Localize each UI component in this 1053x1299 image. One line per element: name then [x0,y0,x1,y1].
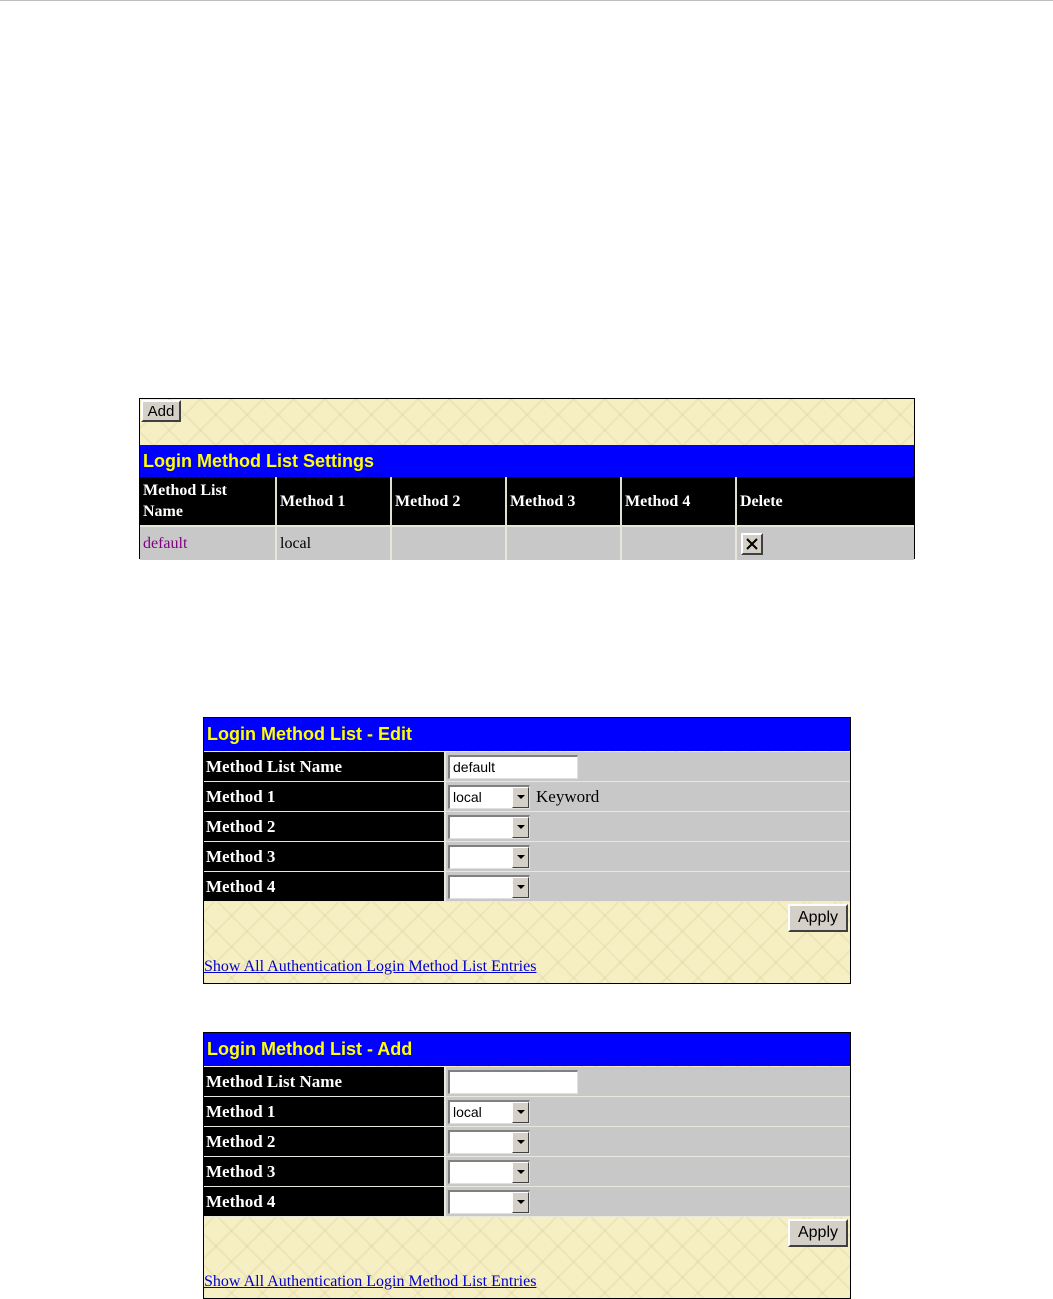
table-row [140,525,914,560]
edit-method3-selected [450,847,512,868]
add-method2-select[interactable] [448,1130,530,1154]
edit-row-method3 [204,842,850,872]
add-method1-select[interactable] [448,1100,530,1124]
add-method3-select[interactable] [448,1160,530,1184]
add-label-method2: Method 2 [204,1127,444,1156]
edit-method2-select[interactable] [448,815,530,839]
add-button[interactable]: Add [141,400,181,422]
edit-label-method4: Method 4 [204,872,444,901]
add-method-list-name-input[interactable] [448,1070,578,1094]
add-value-method4 [444,1187,850,1216]
top-divider [0,0,1053,1]
edit-label-name: Method List Name [204,752,444,781]
method-list-link-default[interactable]: default [143,534,188,552]
header-name-line2: Name [143,503,183,520]
keyword-label: Keyword [536,786,600,806]
add-form-title: Login Method List - Add [204,1033,850,1066]
chevron-down-icon [512,787,529,808]
chevron-down-icon [512,877,529,898]
edit-method1-select[interactable] [448,785,530,809]
edit-method4-selected [450,877,512,898]
cell-method-2 [392,527,507,560]
add-form-panel [203,1032,851,1299]
edit-value-method1 [444,782,850,811]
delete-x-icon [745,537,759,551]
edit-show-all-link[interactable]: Show All Authentication Login Method List Entries [204,958,537,975]
edit-method2-selected [450,817,512,838]
edit-apply-button[interactable]: Apply [788,904,848,932]
add-method4-select[interactable] [448,1190,530,1214]
add-value-method1 [444,1097,850,1126]
edit-method4-select[interactable] [448,875,530,899]
settings-title: Login Method List Settings [140,445,914,477]
header-method-2: Method 2 [392,477,507,525]
add-row-method2 [204,1127,850,1157]
edit-label-method2: Method 2 [204,812,444,841]
edit-value-method2 [444,812,850,841]
add-value-name [444,1067,850,1096]
header-method-3: Method 3 [507,477,622,525]
add-row-method4 [204,1187,850,1217]
add-row-method3 [204,1157,850,1187]
edit-row-method4 [204,872,850,902]
chevron-down-icon [512,1192,529,1213]
edit-label-method1: Method 1 [204,782,444,811]
chevron-down-icon [512,1132,529,1153]
edit-row-method2 [204,812,850,842]
add-row-name [204,1067,850,1097]
add-label-method3: Method 3 [204,1157,444,1186]
edit-method3-select[interactable] [448,845,530,869]
chevron-down-icon [512,1162,529,1183]
add-value-method2 [444,1127,850,1156]
edit-method1-selected: local [453,789,482,805]
chevron-down-icon [512,1102,529,1123]
add-method2-selected [450,1132,512,1153]
chevron-down-icon [512,817,529,838]
header-name-line1: Method List [143,482,227,499]
delete-button[interactable] [741,533,763,555]
header-method-list-name [140,477,277,525]
add-label-method1: Method 1 [204,1097,444,1126]
settings-header-row [140,477,914,525]
header-delete: Delete [740,492,783,510]
add-method3-selected [450,1162,512,1183]
add-method4-selected [450,1192,512,1213]
add-apply-button[interactable]: Apply [788,1219,848,1247]
settings-panel [139,398,915,559]
edit-row-name [204,752,850,782]
edit-value-method3 [444,842,850,871]
edit-row-method1 [204,782,850,812]
edit-form-title: Login Method List - Edit [204,718,850,751]
add-show-all-link[interactable]: Show All Authentication Login Method List Entries [204,1273,537,1290]
edit-form-panel [203,717,851,984]
add-value-method3 [444,1157,850,1186]
cell-method-3 [507,527,622,560]
add-label-name: Method List Name [204,1067,444,1096]
edit-label-method3: Method 3 [204,842,444,871]
cell-method-1: local [277,527,392,560]
add-row-method1 [204,1097,850,1127]
add-label-method4: Method 4 [204,1187,444,1216]
header-method-4: Method 4 [622,477,737,525]
edit-value-name [444,752,850,781]
edit-method-list-name-input[interactable] [448,755,578,779]
cell-method-4 [622,527,737,560]
add-method1-selected: local [453,1104,482,1120]
cell-delete [737,527,914,560]
cell-name [140,527,277,560]
chevron-down-icon [512,847,529,868]
edit-value-method4 [444,872,850,901]
header-method-1: Method 1 [277,477,392,525]
